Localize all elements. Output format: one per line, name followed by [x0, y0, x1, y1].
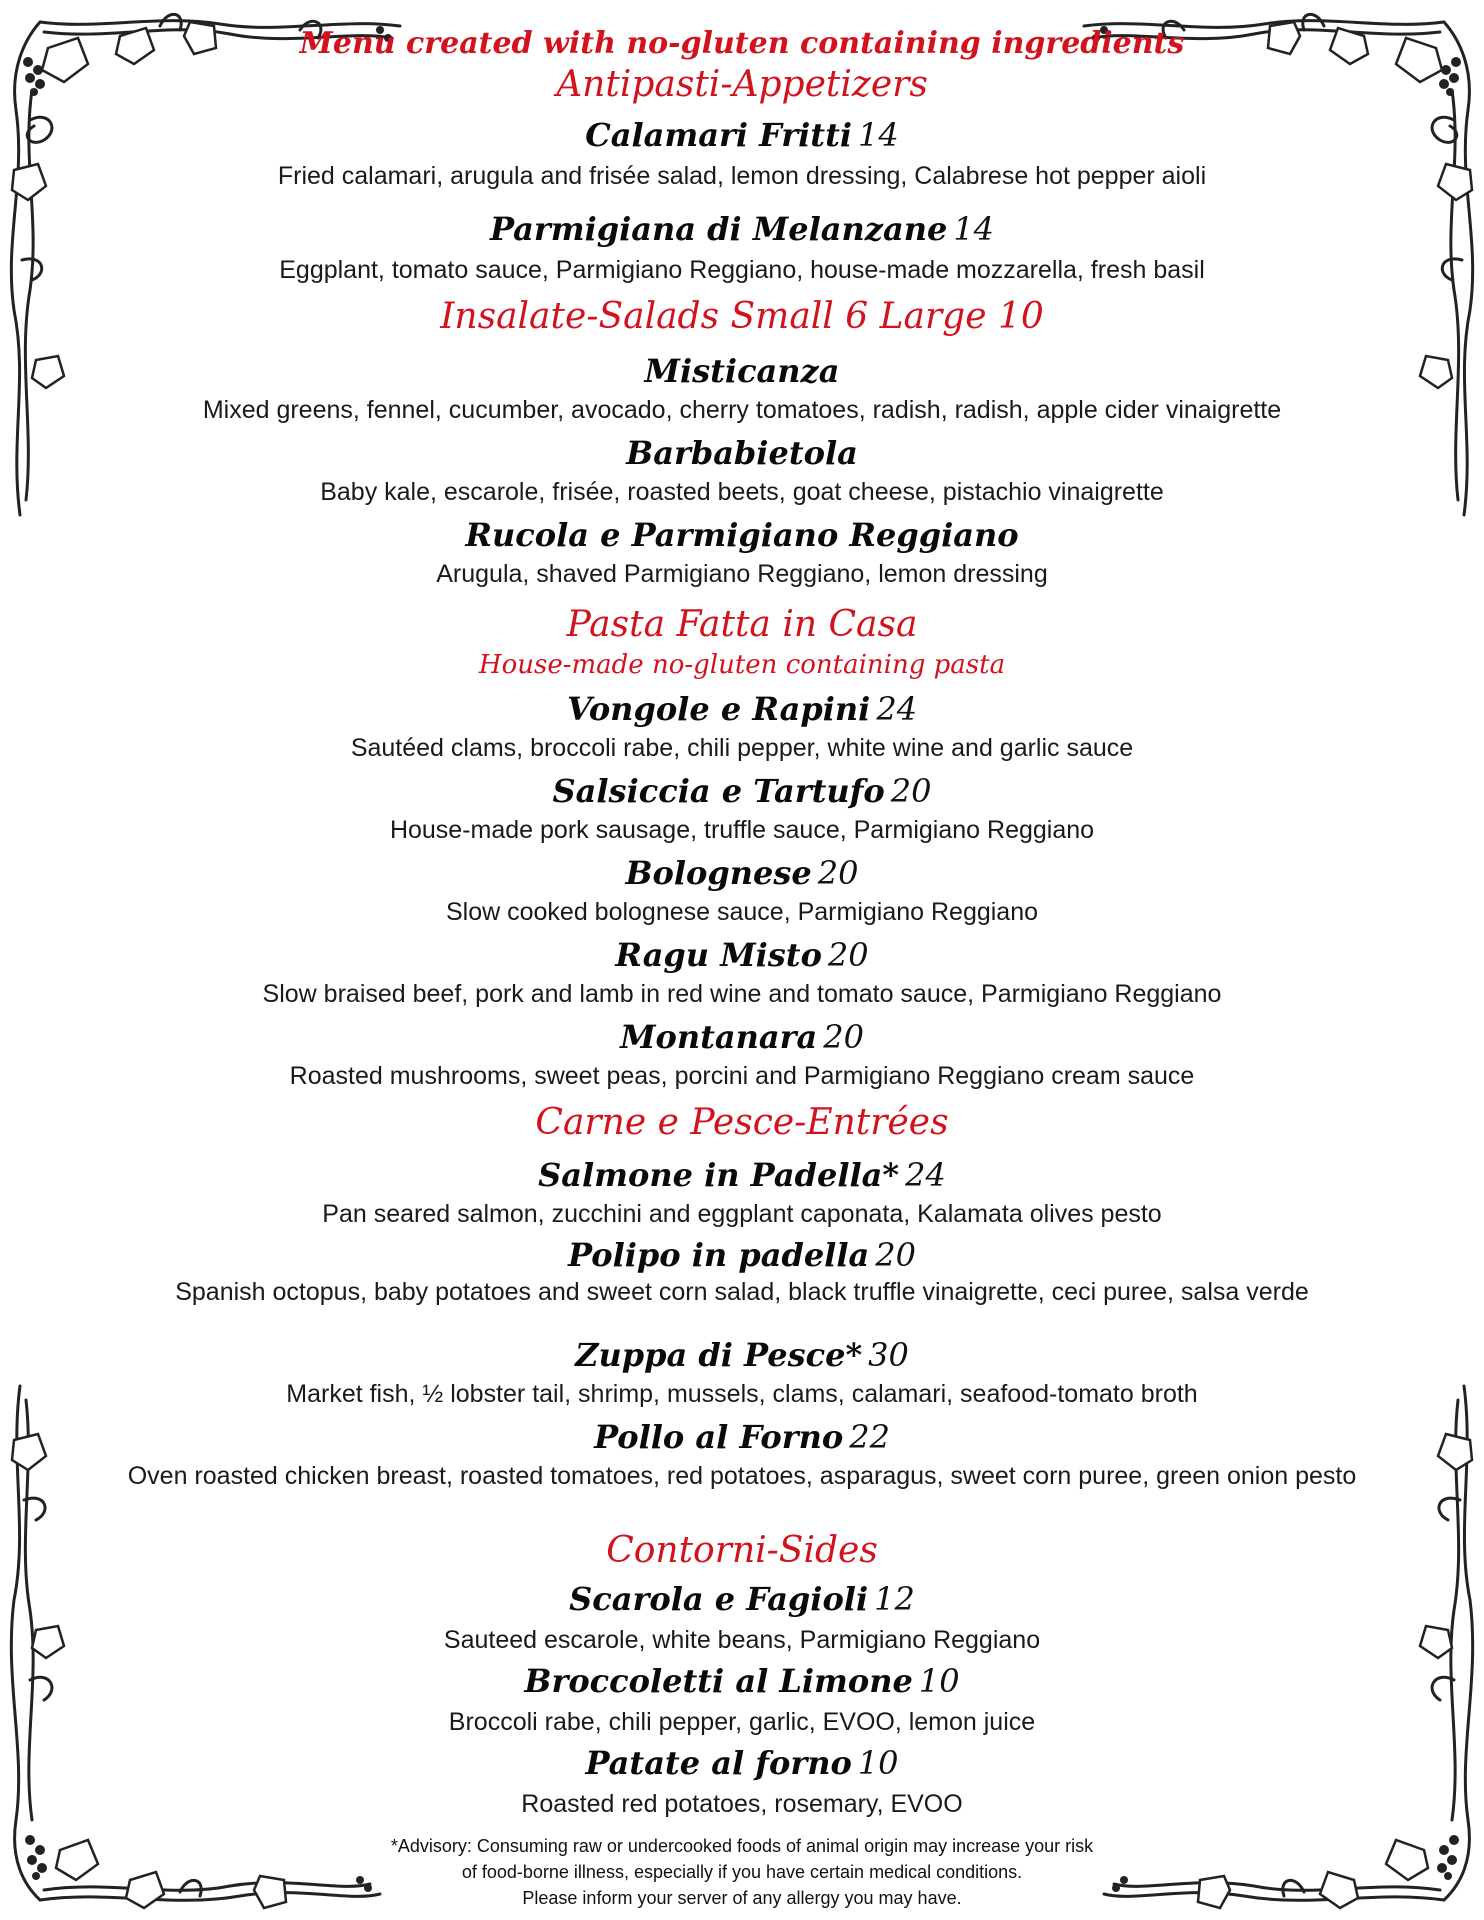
item-name: Salmone in Padella*: [538, 1156, 900, 1194]
item-price: 20: [827, 936, 869, 974]
menu-item-name-line: [0, 1418, 1484, 1456]
menu-item-name-line: [0, 116, 1484, 154]
item-price: 14: [953, 210, 995, 248]
item-description: Roasted red potatoes, rosemary, EVOO: [521, 1790, 963, 1818]
item-description: Slow cooked bolognese sauce, Parmigiano Reggiano: [445, 898, 1039, 926]
menu-item-name-line: [0, 1336, 1484, 1374]
advisory-text: *Advisory: Consuming raw or undercooked foods of animal origin may increase your risk: [390, 1836, 1094, 1856]
item-price: 24: [876, 690, 918, 728]
menu-item-name-line: [0, 1018, 1484, 1056]
item-name: Parmigiana di Melanzane: [489, 210, 948, 248]
item-description: Broccoli rabe, chili pepper, garlic, EVOO, lemon juice: [448, 1708, 1036, 1736]
advisory-text: of food-borne illness, especially if you have certain medical conditions.: [461, 1862, 1023, 1882]
item-name: Montanara: [620, 1018, 818, 1056]
item-price: 24: [905, 1156, 946, 1194]
item-name: Salsiccia e Tartufo: [552, 772, 885, 810]
item-description: Sauteed escarole, white beans, Parmigiano Reggiano: [443, 1626, 1041, 1654]
item-price: 10: [857, 1744, 899, 1782]
menu-item-name-line: [0, 690, 1484, 728]
menu-item-name-line: [0, 1156, 1484, 1194]
item-name: Broccoletti al Limone: [524, 1662, 913, 1700]
menu-item-name-line: [0, 352, 1484, 390]
section-title-antipasti: Antipasti-Appetizers: [556, 64, 928, 105]
item-description: Mixed greens, fennel, cucumber, avocado, cherry tomatoes, radish, radish, apple cider vinaigrette: [202, 396, 1282, 424]
item-name: Vongole e Rapini: [566, 690, 871, 728]
item-price: 20: [875, 1236, 916, 1274]
section-title-contorni: Contorni-Sides: [606, 1530, 878, 1571]
advisory-text: Please inform your server of any allergy you may have.: [522, 1888, 962, 1908]
item-description: Baby kale, escarole, frisée, roasted beets, goat cheese, pistachio vinaigrette: [320, 478, 1164, 506]
item-name: Bolognese: [625, 854, 812, 892]
item-description: Sautéed clams, broccoli rabe, chili pepper, white wine and garlic sauce: [350, 734, 1134, 762]
item-name: Polipo in padella: [568, 1236, 870, 1274]
item-description: Market fish, ½ lobster tail, shrimp, mussels, clams, calamari, seafood-tomato broth: [286, 1380, 1198, 1408]
menu-item-name-line: [0, 772, 1484, 810]
item-description: Fried calamari, arugula and frisée salad, lemon dressing, Calabrese hot pepper aioli: [277, 162, 1207, 190]
item-name: Rucola e Parmigiano Reggiano: [465, 516, 1019, 554]
item-price: 14: [858, 116, 899, 154]
menu-item-name-line: [0, 1744, 1484, 1782]
menu-item-name-line: [0, 1236, 1484, 1274]
item-description: Eggplant, tomato sauce, Parmigiano Reggiano, house-made mozzarella, fresh basil: [279, 256, 1205, 284]
menu-item-name-line: [0, 210, 1484, 248]
item-name: Zuppa di Pesce*: [575, 1336, 863, 1374]
item-price: 20: [890, 772, 932, 810]
section-title-insalate: Insalate-Salads Small 6 Large 10: [440, 296, 1044, 337]
section-title-pasta: Pasta Fatta in Casa: [566, 604, 918, 645]
item-description: House-made pork sausage, truffle sauce, Parmigiano Reggiano: [389, 816, 1095, 844]
item-price: 12: [874, 1580, 915, 1618]
item-description: Roasted mushrooms, sweet peas, porcini and Parmigiano Reggiano cream sauce: [289, 1062, 1195, 1090]
section-title-carne-pesce: Carne e Pesce-Entrées: [535, 1102, 949, 1143]
menu-item-name-line: [0, 434, 1484, 472]
item-price: 20: [823, 1018, 864, 1056]
item-price: 20: [817, 854, 859, 892]
item-price: 22: [849, 1418, 890, 1456]
item-price: 30: [868, 1336, 909, 1374]
item-description: Slow braised beef, pork and lamb in red wine and tomato sauce, Parmigiano Reggiano: [262, 980, 1222, 1008]
item-name: Calamari Fritti: [585, 116, 852, 154]
item-name: Scarola e Fagioli: [569, 1580, 869, 1618]
item-name: Barbabietola: [626, 434, 858, 472]
menu-item-name-line: [0, 936, 1484, 974]
item-description: Arugula, shaved Parmigiano Reggiano, lemon dressing: [436, 560, 1048, 588]
section-subtitle-pasta: House-made no-gluten containing pasta: [478, 650, 1006, 680]
menu-item-name-line: [0, 1580, 1484, 1618]
menu-item-name-line: [0, 516, 1484, 554]
item-name: Patate al forno: [585, 1744, 852, 1782]
menu-title: Menu created with no-gluten containing ingredients: [299, 26, 1185, 61]
item-description: Oven roasted chicken breast, roasted tomatoes, red potatoes, asparagus, sweet corn puree, green onion pesto: [127, 1462, 1357, 1490]
item-description: Spanish octopus, baby potatoes and sweet corn salad, black truffle vinaigrette, ceci puree, salsa verde: [175, 1278, 1309, 1306]
menu-item-name-line: [0, 854, 1484, 892]
item-name: Ragu Misto: [615, 936, 822, 974]
item-price: 10: [918, 1662, 960, 1700]
menu-item-name-line: [0, 1662, 1484, 1700]
item-name: Pollo al Forno: [594, 1418, 844, 1456]
item-name: Misticanza: [644, 352, 840, 390]
item-description: Pan seared salmon, zucchini and eggplant caponata, Kalamata olives pesto: [322, 1200, 1162, 1228]
